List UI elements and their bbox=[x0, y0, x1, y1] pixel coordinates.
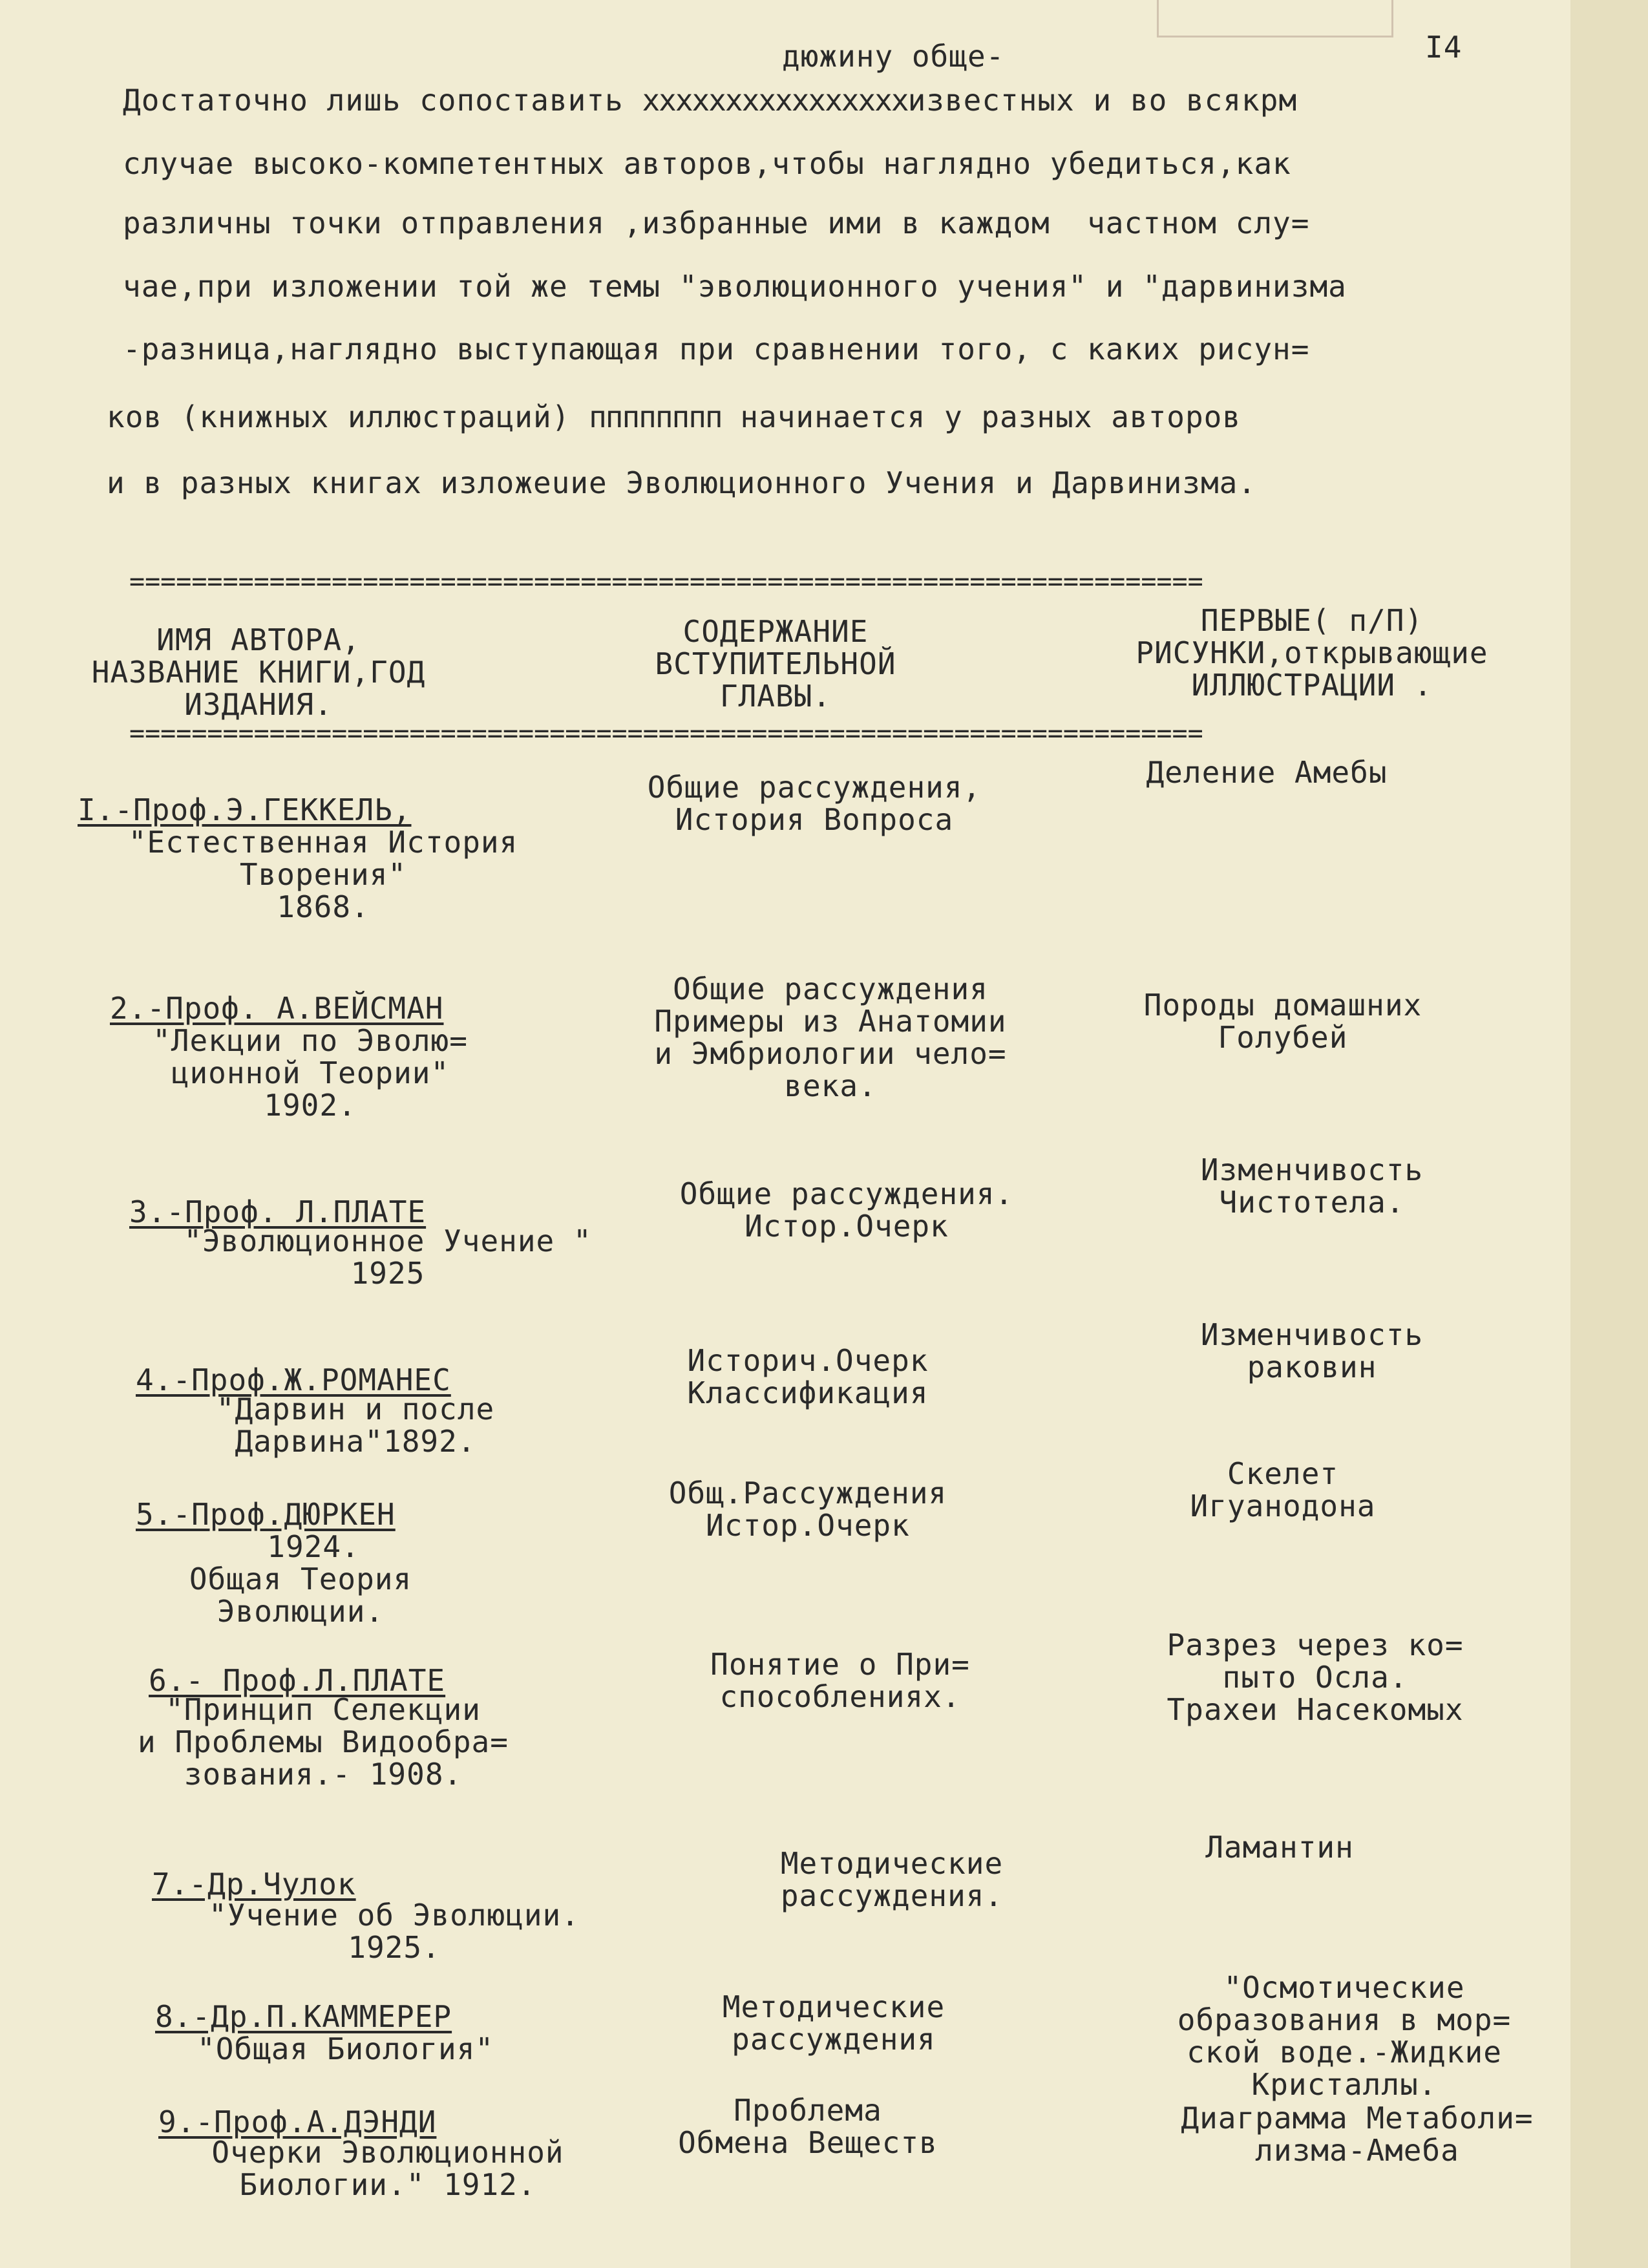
row-3-author-book: "Эволюционное Учение " 1925 bbox=[184, 1224, 592, 1291]
row-8-illustrations: "Осмотические образования в мор= ской воде.-Жидкие Кристаллы. bbox=[1177, 1970, 1512, 2102]
row-4-content: Историч.Очерк Классификация bbox=[687, 1343, 929, 1410]
row-3-author: 3.-Проф. Л.ПЛАТЕ bbox=[129, 1194, 427, 1229]
row-8-author: 8.-Др.П.КАММЕРЕР bbox=[155, 1999, 452, 2034]
row-6-author: 6.- Проф.Л.ПЛАТЕ bbox=[149, 1663, 446, 1698]
row-1-illustrations: Деление Амебы bbox=[1146, 755, 1388, 790]
intro-line-2: случае высоко-компетентных авторов,чтобы наглядно убедиться,как bbox=[123, 146, 1291, 181]
row-8-content: Методические рассуждения bbox=[722, 1989, 945, 2057]
header-author: ИМЯ АВТОРА, НАЗВАНИЕ КНИГИ,ГОД ИЗДАНИЯ. bbox=[91, 622, 426, 722]
row-9-author: 9.-Проф.А.ДЭНДИ bbox=[158, 2104, 437, 2139]
row-6-content: Понятие о При= способлениях. bbox=[710, 1647, 970, 1714]
row-9-illustrations: Диаграмма Метаболи= лизма-Амеба bbox=[1181, 2101, 1534, 2168]
row-7-content: Методические рассуждения. bbox=[780, 1846, 1004, 1913]
table-top-rule: ===================================================================== bbox=[129, 569, 1203, 595]
scan-edge bbox=[1570, 0, 1648, 2268]
row-7-illustrations: Ламантин bbox=[1205, 1830, 1354, 1865]
row-5-author: 5.-Проф.ДЮРКЕН bbox=[136, 1497, 396, 1532]
row-1-content: Общие рассуждения, История Вопроса bbox=[647, 770, 982, 837]
row-7-author: 7.-Др.Чулок bbox=[152, 1867, 356, 1902]
intro-line-5: -разница,наглядно выступающая при сравнении того, с каких рисун= bbox=[123, 332, 1310, 366]
row-2-author: 2.-Проф. А.ВЕЙСМАН bbox=[110, 991, 444, 1026]
row-6-illustrations: Разрез через ко= пыто Осла. Трахеи Насекомых bbox=[1167, 1627, 1464, 1727]
row-7-author-book: "Учение об Эволюции. 1925. bbox=[209, 1898, 580, 1965]
row-2-author-book: "Лекции по Эволю= ционной Теории" 1902. bbox=[153, 1023, 468, 1123]
row-1-author-book: "Естественная История Творения" 1868. bbox=[128, 825, 518, 924]
intro-line-6: ков (книжных иллюстраций) пппппппп начинается у разных авторов bbox=[107, 399, 1241, 434]
row-5-author-year: 1924. bbox=[267, 1529, 360, 1564]
row-5-illustrations: Скелет Игуанодона bbox=[1190, 1456, 1376, 1523]
intro-line-7: и в разных книгах изложеuие Эволюционного Учения и Дарвинизма. bbox=[107, 465, 1257, 500]
row-5-author-book: Общая Теория Эволюции. bbox=[189, 1562, 412, 1629]
intro-line-3: различны точки отправления ,избранные ими в каждом частном слу= bbox=[123, 206, 1310, 240]
intro-line-4: чае,при изложении той же темы "эволюционного учения" и "дарвинизма bbox=[123, 269, 1347, 304]
header-content: СОДЕРЖАНИЕ ВСТУПИТЕЛЬНОЙ ГЛАВЫ. bbox=[655, 614, 896, 714]
row-3-illustrations: Изменчивость Чистотела. bbox=[1200, 1152, 1424, 1220]
row-4-illustrations: Изменчивость раковин bbox=[1200, 1317, 1424, 1384]
header-illustrations: ПЕРВЫЕ( п/П) РИСУНКИ,открывающие ИЛЛЮСТРАЦИИ . bbox=[1136, 603, 1488, 703]
row-4-author: 4.-Проф.Ж.РОМАНЕС bbox=[136, 1362, 451, 1397]
row-9-content: Проблема Обмена Веществ bbox=[678, 2093, 938, 2160]
intro-line-1: Достаточно лишь сопоставить xxxxxxxxxxxxxxxxизвестных и во всякрм bbox=[123, 83, 1298, 118]
row-5-content: Общ.Рассуждения Истор.Очерк bbox=[668, 1476, 947, 1543]
page-number: I4 bbox=[1425, 30, 1463, 65]
row-2-illustrations: Породы домашних Голубей bbox=[1143, 988, 1422, 1055]
row-9-author-book: Очерки Эволюционной Биологии." 1912. bbox=[211, 2135, 564, 2202]
row-1-author: I.-Проф.Э.ГЕККЕЛЬ, bbox=[78, 792, 412, 827]
intro-insert: дюжину обще- bbox=[782, 39, 1005, 74]
row-6-author-book: "Принцип Селекции и Проблемы Видообра= зования.- 1908. bbox=[138, 1692, 509, 1792]
row-4-author-book: "Дарвин и после Дарвина"1892. bbox=[216, 1392, 495, 1459]
row-3-content: Общие рассуждения. Истор.Очерк bbox=[679, 1176, 1014, 1244]
row-2-content: Общие рассуждения Примеры из Анатомии и Эмбриологии чело= века. bbox=[654, 971, 1007, 1103]
stamp-mark bbox=[1157, 0, 1393, 37]
row-8-author-book: "Общая Биология" bbox=[197, 2031, 494, 2066]
table-header-rule: ===================================================================== bbox=[129, 721, 1203, 747]
